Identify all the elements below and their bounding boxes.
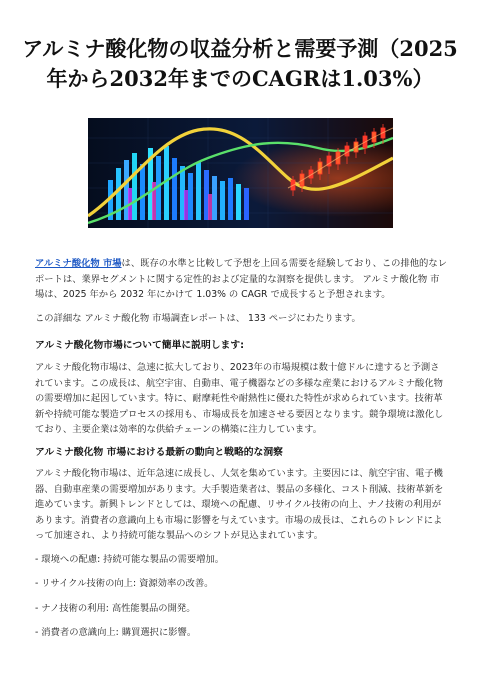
section2-body: アルミナ酸化物市場は、近年急速に成長し、人気を集めています。主要因には、航空宇宙、電子機器、自動車産業の需要増加があります。大手製造業者は、製品の多様化、コスト削減、技術革新を進めています。新興トレンドとしては、環境への配慮、リサイクル技術の向上、ナノ技術の利用があります。消費者の意識向上も市場に影響を与えています。市場の成長は、これらのトレンドによって加速され、より持続可能な製品へのシフトが見込まれています。 — [35, 468, 444, 541]
market-link[interactable]: アルミナ酸化物 市場 — [35, 258, 122, 269]
intro-paragraph — [35, 256, 447, 303]
section1-heading: アルミナ酸化物市場について簡単に説明します: — [35, 340, 245, 351]
section1-body: アルミナ酸化物市場は、急速に拡大しており、2023年の市場規模は数十億ドルに達すると予測されています。この成長は、航空宇宙、自動車、電子機器などの多様な産業におけるアルミナ酸化物の需要増加に起因しています。特に、耐摩耗性や耐熱性に優れた特性が求められています。技術革新や持続可能な製造プロセスの採用も、市場成長を加速させる要因となります。競争環境は激化しており、主要企業は効率的な供給チェーンの構築に注力しています。 — [35, 362, 444, 435]
intro-text: は、既存の水準と比較して予想を上回る需要を経験しており、この排他的なレポートは、業界セグメントに関する定性的および定量的な洞察を提供します。 アルミナ酸化物 市場は、2025 年から 2032 年にかけて 1.03% の CAGR で成長すると予想されます。 — [35, 258, 447, 300]
list-item: - リサイクル技術の向上: 資源効率の改善。 — [35, 578, 214, 589]
list-item: - 環境への配慮: 持続可能な製品の需要増加。 — [35, 554, 225, 565]
pages-note: この詳細な アルミナ酸化物 市場調査レポートは、 133 ページにわたります。 — [35, 313, 361, 324]
list-item: - 消費者の意識向上: 購買選択に影響。 — [35, 627, 197, 638]
section2-heading: アルミナ酸化物 市場における最新の動向と戦略的な洞察 — [35, 447, 283, 458]
stock-chart-image — [88, 118, 393, 228]
page-title: アルミナ酸化物の収益分析と需要予測（2025年から2032年までのCAGRは1.03%） — [22, 36, 458, 91]
list-item: - ナノ技術の利用: 高性能製品の開発。 — [35, 603, 196, 614]
